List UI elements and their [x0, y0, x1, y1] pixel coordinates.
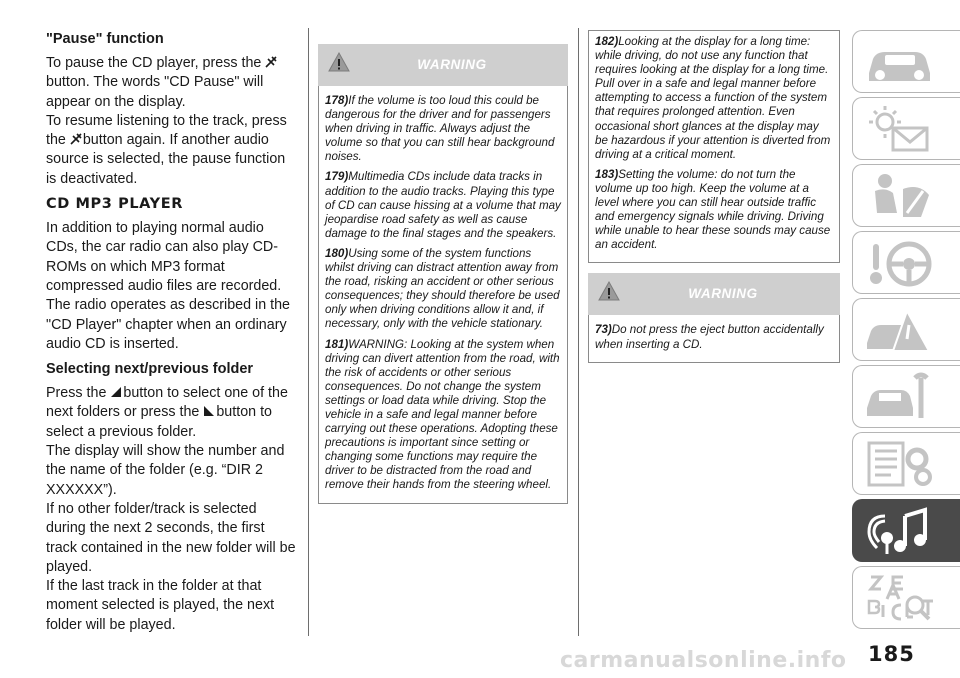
- tab-safety[interactable]: [852, 164, 960, 227]
- pause-paragraph-1: To pause the CD player, press the button. The words "CD Pause" will appear on the display.: [46, 54, 298, 112]
- car-dashboard-icon: [863, 35, 943, 89]
- column-divider: [578, 28, 579, 636]
- warning-triangle-icon: [598, 281, 620, 301]
- key-steering-wheel-icon: [863, 236, 943, 290]
- alphabetical-index-icon: [863, 571, 943, 625]
- tab-index[interactable]: [852, 566, 960, 629]
- warning-body: [318, 86, 568, 504]
- warning-item-number: 180): [325, 246, 349, 260]
- tab-emergency[interactable]: [852, 298, 960, 361]
- warning-continued-body: [588, 30, 840, 263]
- footer-watermark: carmanualsonline.info: [560, 648, 847, 673]
- warning-triangle-icon: [328, 52, 350, 72]
- multimedia-icon: [863, 504, 943, 558]
- column-divider: [308, 28, 309, 636]
- warning-item: [325, 338, 561, 493]
- folder-paragraph-3: If no other folder/track is selected during the next 2 seconds, the first track contained in the new folder will be played.: [46, 500, 296, 575]
- warning-item-text: WARNING: Looking at the system when driving can divert attention from the road, with the risk of accidents or other serious consequences. Do not change the system settings or load data while driving. Stop the vehicle in a safe and legal manner before carrying out these operations. Adopting these precautions is important since setting or changing some functions may require the driver to be distracted from the road and remove their hands from the steering wheel.: [325, 337, 560, 492]
- warning-item: [595, 323, 833, 351]
- folder-paragraph-2: The display will show the number and the name of the folder (e.g. “DIR 2 XXXXXX”).: [46, 443, 285, 498]
- breakdown-triangle-icon: [863, 303, 943, 357]
- warning-header: [318, 44, 568, 86]
- warning-item: [325, 170, 561, 240]
- pause-button-icon: [70, 133, 82, 145]
- main-text-column: [46, 30, 298, 635]
- warning-lights-icon: [863, 102, 943, 156]
- tab-technical-data[interactable]: [852, 432, 960, 495]
- tab-multimedia[interactable]: [852, 499, 960, 562]
- car-maintenance-icon: [863, 370, 943, 424]
- warning-item-text: Looking at the display for a long time: while driving, do not use any function that requires looking at the display for a long time. Pull over in a safe and legal manner before attempting to access a function of the system that requires prolonged attention. Even occasional short glances at the display may be hazardous if your attention is diverted from driving at a critical moment.: [595, 35, 831, 161]
- tab-warning-lights[interactable]: [852, 97, 960, 160]
- warning-item-text: Setting the volume: do not turn the volume up too high. Keep the volume at a level where you can still hear outside traffic and emergency signals while driving. Driving while unable to hear these sounds may cause an accident.: [595, 167, 831, 252]
- warning-2: [588, 273, 840, 362]
- warning-body: [588, 315, 840, 362]
- warning-item-number: 73): [595, 323, 612, 337]
- warning-title: WARNING: [417, 57, 487, 72]
- folder-selection-heading: Selecting next/previous folder: [46, 361, 254, 378]
- warning-item-text: If the volume is too loud this could be dangerous for the driver and for passengers when driving in traffic. Always adjust the volume so that you can still hear background noises.: [325, 94, 555, 164]
- tab-car-dashboard[interactable]: [852, 30, 960, 93]
- page-number: 185: [868, 642, 915, 666]
- warning-item: [325, 247, 561, 332]
- pause-function-heading: "Pause" function: [46, 31, 164, 47]
- tab-maintenance[interactable]: [852, 365, 960, 428]
- tab-starting-driving[interactable]: [852, 231, 960, 294]
- warning-item-text: Do not press the eject button accidentally when inserting a CD.: [595, 323, 824, 351]
- technical-data-icon: [863, 437, 943, 491]
- warning-item-text: Using some of the system functions whilst driving can distract attention away from the road, risking an accident or other serious consequences; they should therefore be used only when driving conditions allow it and, if necessary, only with the vehicle stationary.: [325, 246, 560, 331]
- seat-safety-icon: [863, 169, 943, 223]
- warning-item-text: Multimedia CDs include data tracks in addition to the audio tracks. Playing this type of CD can cause hissing at a volume that may jeopardise road safety as well as cause damage to the final stages and the speakers.: [325, 170, 561, 240]
- folder-paragraph-1: Press the button to select one of the next folders or press the button to select a previous folder.: [46, 385, 288, 440]
- warning-item: [325, 94, 561, 164]
- warning-item-number: 179): [325, 170, 349, 184]
- warning-item-number: 181): [325, 337, 349, 351]
- warning-item: [595, 35, 833, 162]
- pause-button-icon: [265, 56, 277, 68]
- warning-item-number: 182): [595, 35, 619, 48]
- warning-item-number: 183): [595, 167, 619, 181]
- mp3-paragraph: In addition to playing normal audio CDs, the car radio can also play CD-ROMs on which MP3 format compressed audio files are recorded. The radio operates as described in the "CD Player" chapter when an ordinary audio CD is inserted.: [46, 220, 290, 352]
- folder-paragraph-4: If the last track in the folder at that moment selected is played, the next folder will be played.: [46, 578, 275, 633]
- pause-paragraph-2: To resume listening to the track, press the button again. If another audio source is selected, the pause function is deactivated.: [46, 112, 287, 187]
- warning-item-number: 178): [325, 94, 349, 107]
- warning-item: [595, 168, 833, 253]
- next-triangle-icon: [203, 405, 215, 417]
- warning-title: WARNING: [688, 286, 758, 302]
- warning-header: [588, 273, 840, 315]
- cd-mp3-player-heading: CD MP3 PLAYER: [46, 196, 183, 213]
- warning-column: [318, 44, 568, 504]
- warning-continued-column: [588, 30, 840, 363]
- previous-triangle-icon: [110, 386, 122, 398]
- chapter-tabs: [852, 30, 960, 633]
